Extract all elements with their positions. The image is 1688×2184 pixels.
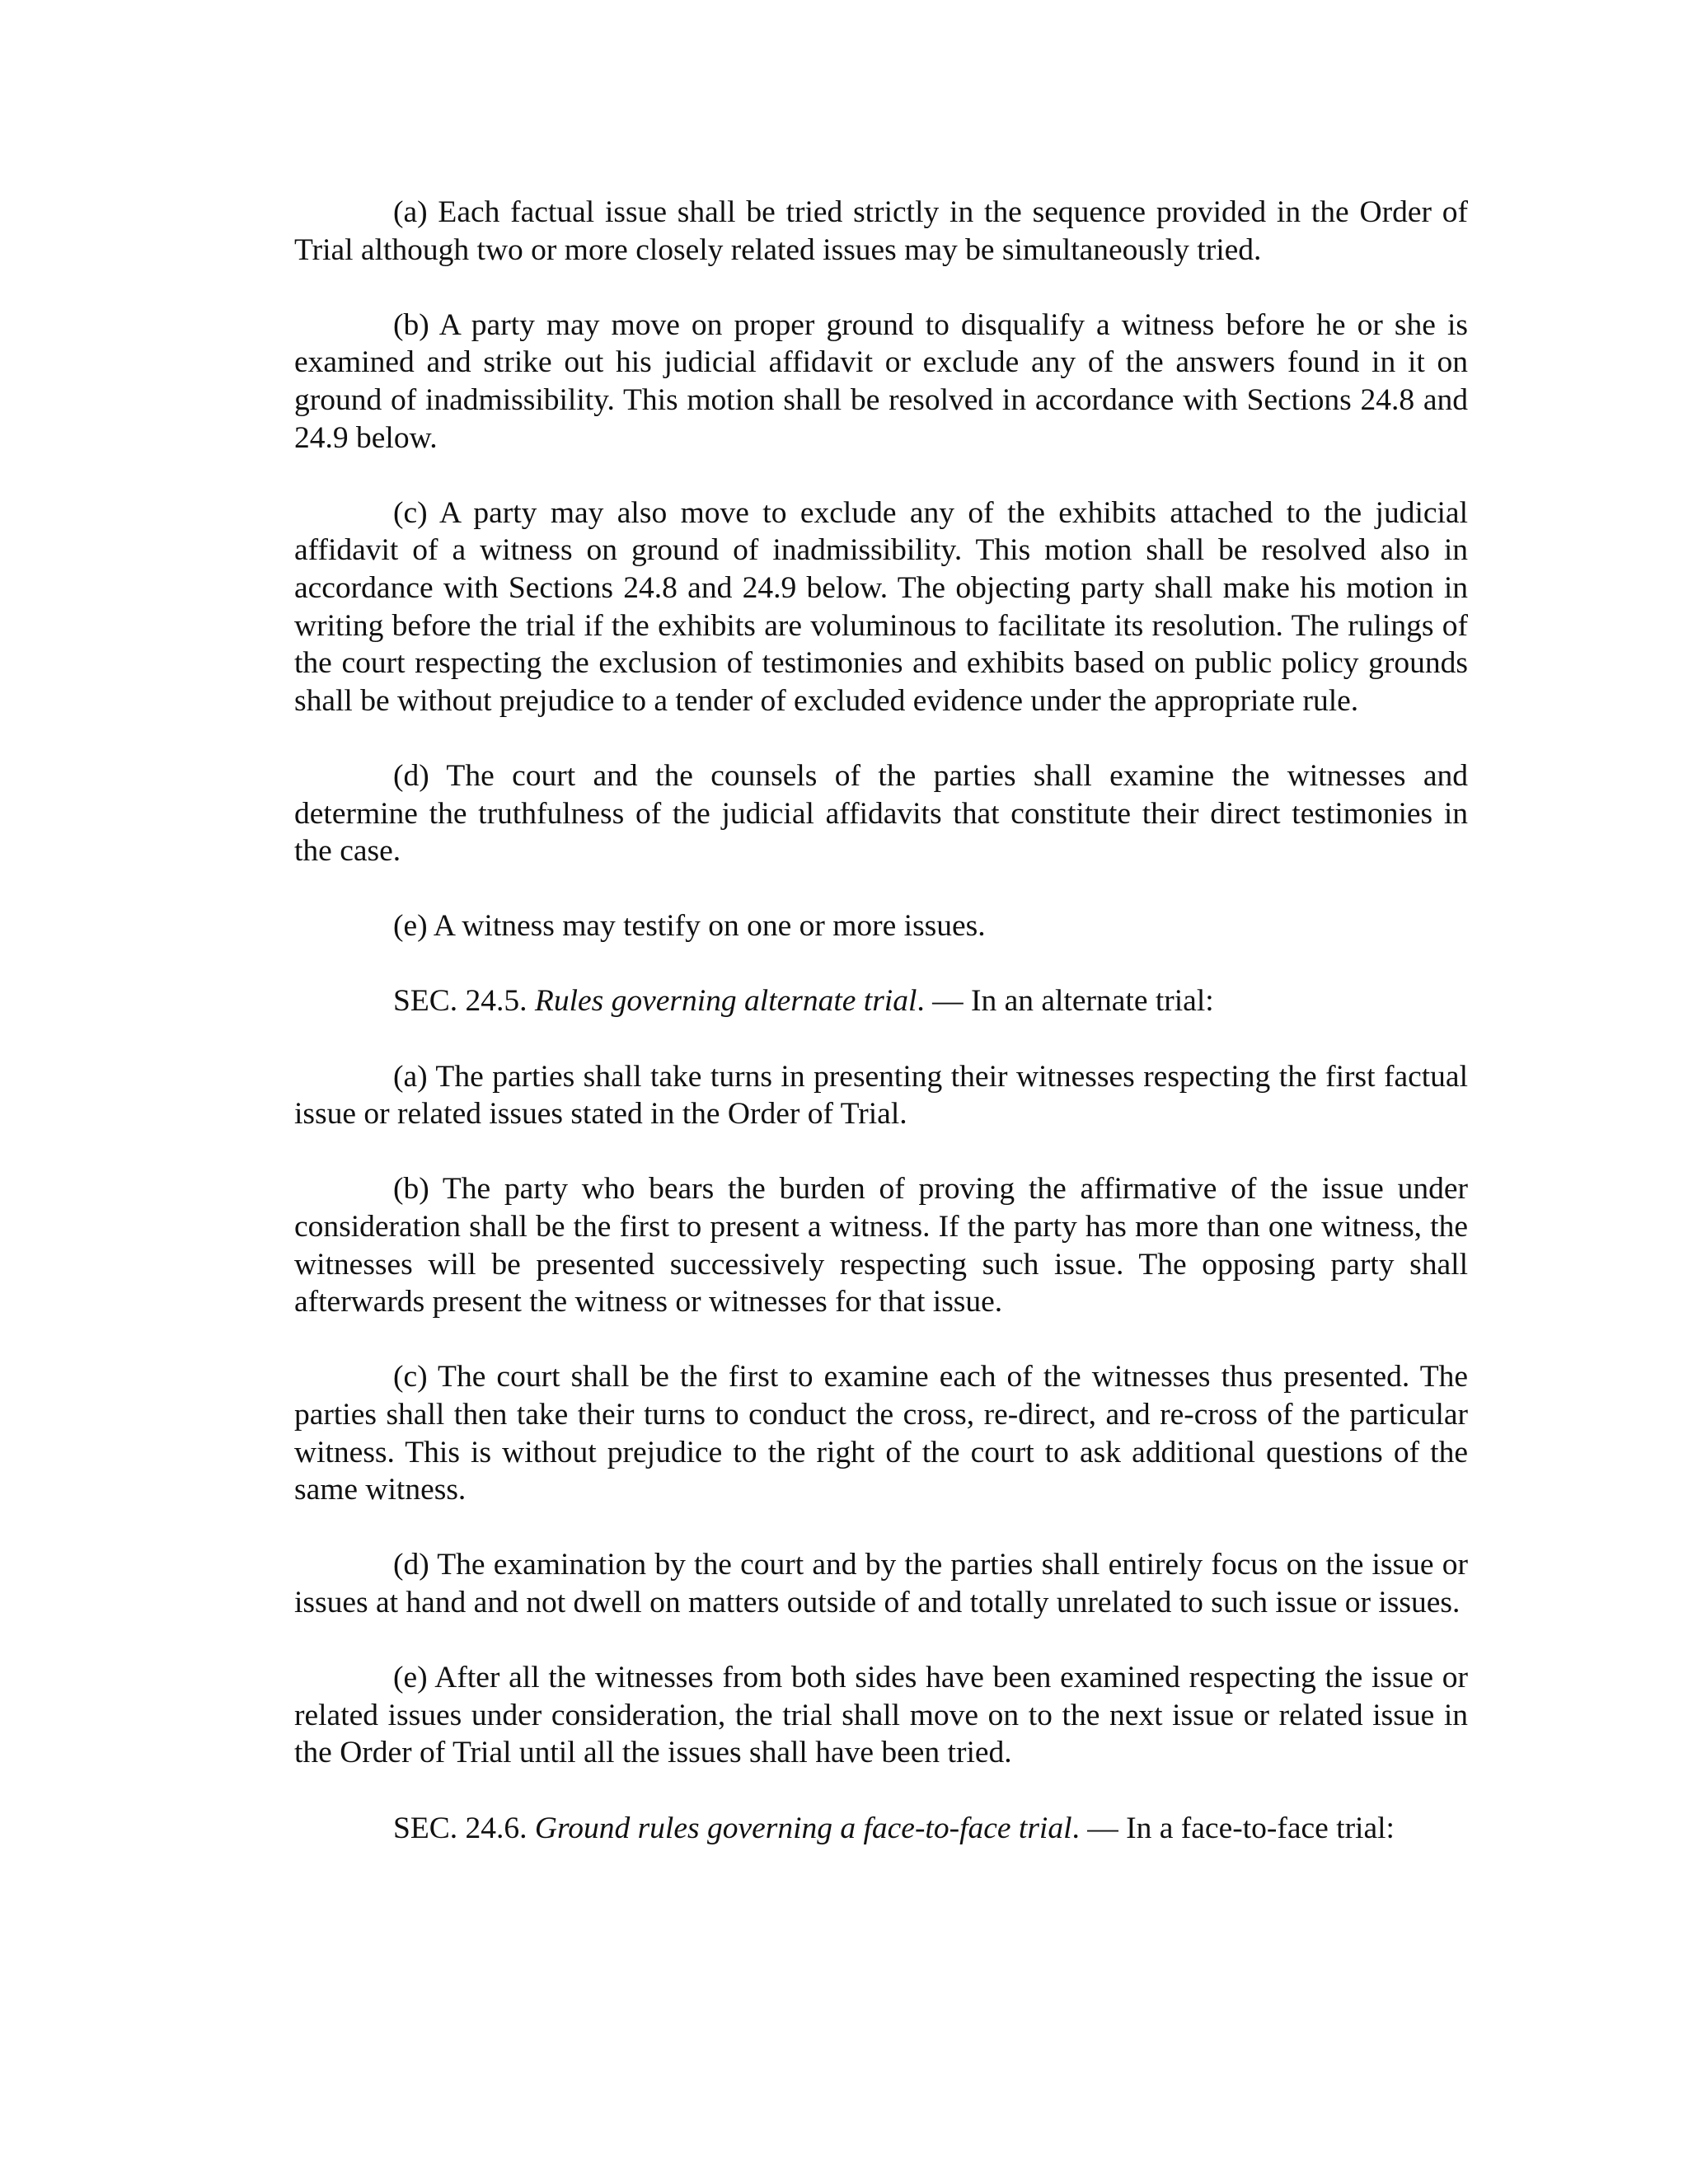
section-title: Ground rules governing a face-to-face trial: [534, 1811, 1072, 1845]
paragraph-trial-e: (e) A witness may testify on one or more issues.: [393, 909, 986, 944]
section-suffix: . — In an alternate trial:: [917, 984, 1214, 1019]
paragraph-trial-b: (b) A party may move on proper ground to disqualify a witness before he or she is examined and strike out his judicial affidavit or exclude any of the answers found in it on ground of inadmissibility. This motion shall be resolved in accordance with Sections 24.8 and 24.9 below.: [294, 307, 1468, 455]
section-title: Rules governing alternate trial: [534, 984, 917, 1019]
paragraph-alternate-b: (b) The party who bears the burden of proving the affirmative of the issue under consideration shall be the first to present a witness. If the party has more than one witness, the witnesses will be presented successively respecting such issue. The opposing party shall afterwards present the witness or witnesses for that issue.: [294, 1172, 1468, 1319]
section-heading-24-5: [294, 982, 1468, 1020]
section-heading-24-6: [294, 1810, 1468, 1848]
document-page: [294, 194, 1468, 1885]
paragraph-alternate-c: (c) The court shall be the first to examine each of the witnesses thus presented. The parties shall then take their turns to conduct the cross, re-direct, and re-cross of the particular witness. This is without prejudice to the right of the court to ask additional questions of the same witness.: [294, 1360, 1468, 1507]
paragraph-alternate-e: (e) After all the witnesses from both sides have been examined respecting the issue or related issues under consideration, the trial shall move on to the next issue or related issue in the Order of Trial until all the issues shall have been tried.: [294, 1661, 1468, 1770]
paragraph-alternate-a: (a) The parties shall take turns in presenting their witnesses respecting the first factual issue or related issues stated in the Order of Trial.: [294, 1059, 1468, 1132]
section-suffix: . — In a face-to-face trial:: [1071, 1811, 1395, 1845]
section-number: SEC. 24.5.: [393, 984, 528, 1019]
paragraph-alternate-d: (d) The examination by the court and by the parties shall entirely focus on the issue or issues at hand and not dwell on matters outside of and totally unrelated to such issue or issues.: [294, 1548, 1468, 1619]
section-number: SEC. 24.6.: [393, 1811, 528, 1845]
paragraph-trial-d: (d) The court and the counsels of the parties shall examine the witnesses and determine the truthfulness of the judicial affidavits that constitute their direct testimonies in the case.: [294, 758, 1468, 869]
paragraph-trial-a: (a) Each factual issue shall be tried strictly in the sequence provided in the Order of Trial although two or more closely related issues may be simultaneously tried.: [294, 195, 1468, 267]
paragraph-trial-c: (c) A party may also move to exclude any of the exhibits attached to the judicial affidavit of a witness on ground of inadmissibility. This motion shall be resolved also in accordance with Sections 24.8 and 24.9 below. The objecting party shall make his motion in writing before the trial if the exhibits are voluminous to facilitate its resolution. The rulings of the court respecting the exclusion of testimonies and exhibits based on public policy grounds shall be without prejudice to a tender of excluded evidence under the appropriate rule.: [294, 495, 1468, 718]
